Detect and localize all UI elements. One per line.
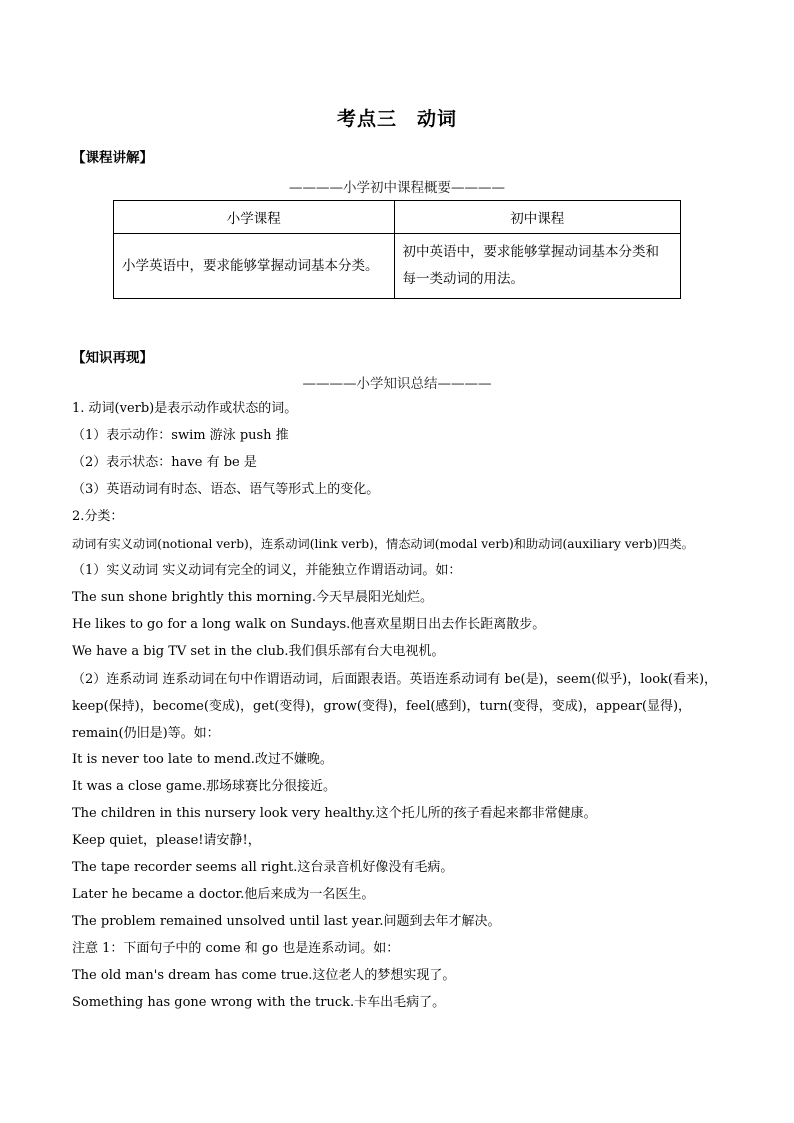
example-sentence: The sun shone brightly this morning.今天早晨阳光灿烂。 xyxy=(72,590,434,605)
example-sentence: He likes to go for a long walk on Sundays.他喜欢星期日出去作长距离散步。 xyxy=(72,617,546,632)
text-line: （1）表示动作：swim 游泳 push 推 xyxy=(72,428,289,443)
example-sentence: The old man's dream has come true.这位老人的梦想实现了。 xyxy=(72,968,456,983)
example-sentence: The tape recorder seems all right.这台录音机好像没有毛病。 xyxy=(72,860,454,875)
knowledge-body xyxy=(72,398,722,1019)
text-line: 1. 动词(verb)是表示动作或状态的词。 xyxy=(72,401,298,416)
text-line: 动词有实义动词(notional verb)，连系动词(link verb)，情态动词(modal verb)和助动词(auxiliary verb)四类。 xyxy=(72,537,694,551)
note-line: 注意 1：下面句子中的 come 和 go 也是连系动词。如： xyxy=(72,941,400,956)
example-sentence: Keep quiet，please!请安静!， xyxy=(72,833,261,848)
table-cell-primary: 小学英语中，要求能够掌握动词基本分类。 xyxy=(114,234,395,299)
table-cell-junior: 初中英语中，要求能够掌握动词基本分类和每一类动词的用法。 xyxy=(394,234,681,299)
table-header-primary: 小学课程 xyxy=(114,201,395,234)
text-line: 2.分类： xyxy=(72,509,124,524)
table-row xyxy=(114,234,681,299)
text-line: （1）实义动词 实义动词有完全的词义，并能独立作谓语动词。如： xyxy=(72,563,462,578)
example-sentence: Something has gone wrong with the truck.卡车出毛病了。 xyxy=(72,995,446,1010)
example-sentence: The problem remained unsolved until last year.问题到去年才解决。 xyxy=(72,914,501,929)
example-sentence: The children in this nursery look very healthy.这个托儿所的孩子看起来都非常健康。 xyxy=(72,806,597,821)
overview-caption: ————小学初中课程概要———— xyxy=(289,180,505,196)
example-sentence: We have a big TV set in the club.我们俱乐部有台大电视机。 xyxy=(72,644,445,659)
example-sentence: Later he became a doctor.他后来成为一名医生。 xyxy=(72,887,375,902)
table-header-junior: 初中课程 xyxy=(394,201,681,234)
text-line: （2）表示状态：have 有 be 是 xyxy=(72,455,257,470)
text-line: （3）英语动词有时态、语态、语气等形式上的变化。 xyxy=(72,482,380,497)
section-heading-review: 【知识再现】 xyxy=(72,350,153,366)
example-sentence: It is never too late to mend.改过不嫌晚。 xyxy=(72,752,333,767)
course-overview-table xyxy=(113,200,681,299)
page-title: 考点三 动词 xyxy=(336,108,457,130)
example-sentence: It was a close game.那场球赛比分很接近。 xyxy=(72,779,337,794)
section-heading-lecture: 【课程讲解】 xyxy=(72,150,153,166)
table-header-row xyxy=(114,201,681,234)
text-paragraph: （2）连系动词 连系动词在句中作谓语动词，后面跟表语。英语连系动词有 be(是)，seem(似乎)，look(看来)，keep(保持)，become(变成)，get(变得)，grow(变得)，feel(感到)，turn(变得，变成)，appear(显得)，remain(仍旧是)等。如： xyxy=(72,672,718,741)
summary-caption: ————小学知识总结———— xyxy=(302,376,492,392)
